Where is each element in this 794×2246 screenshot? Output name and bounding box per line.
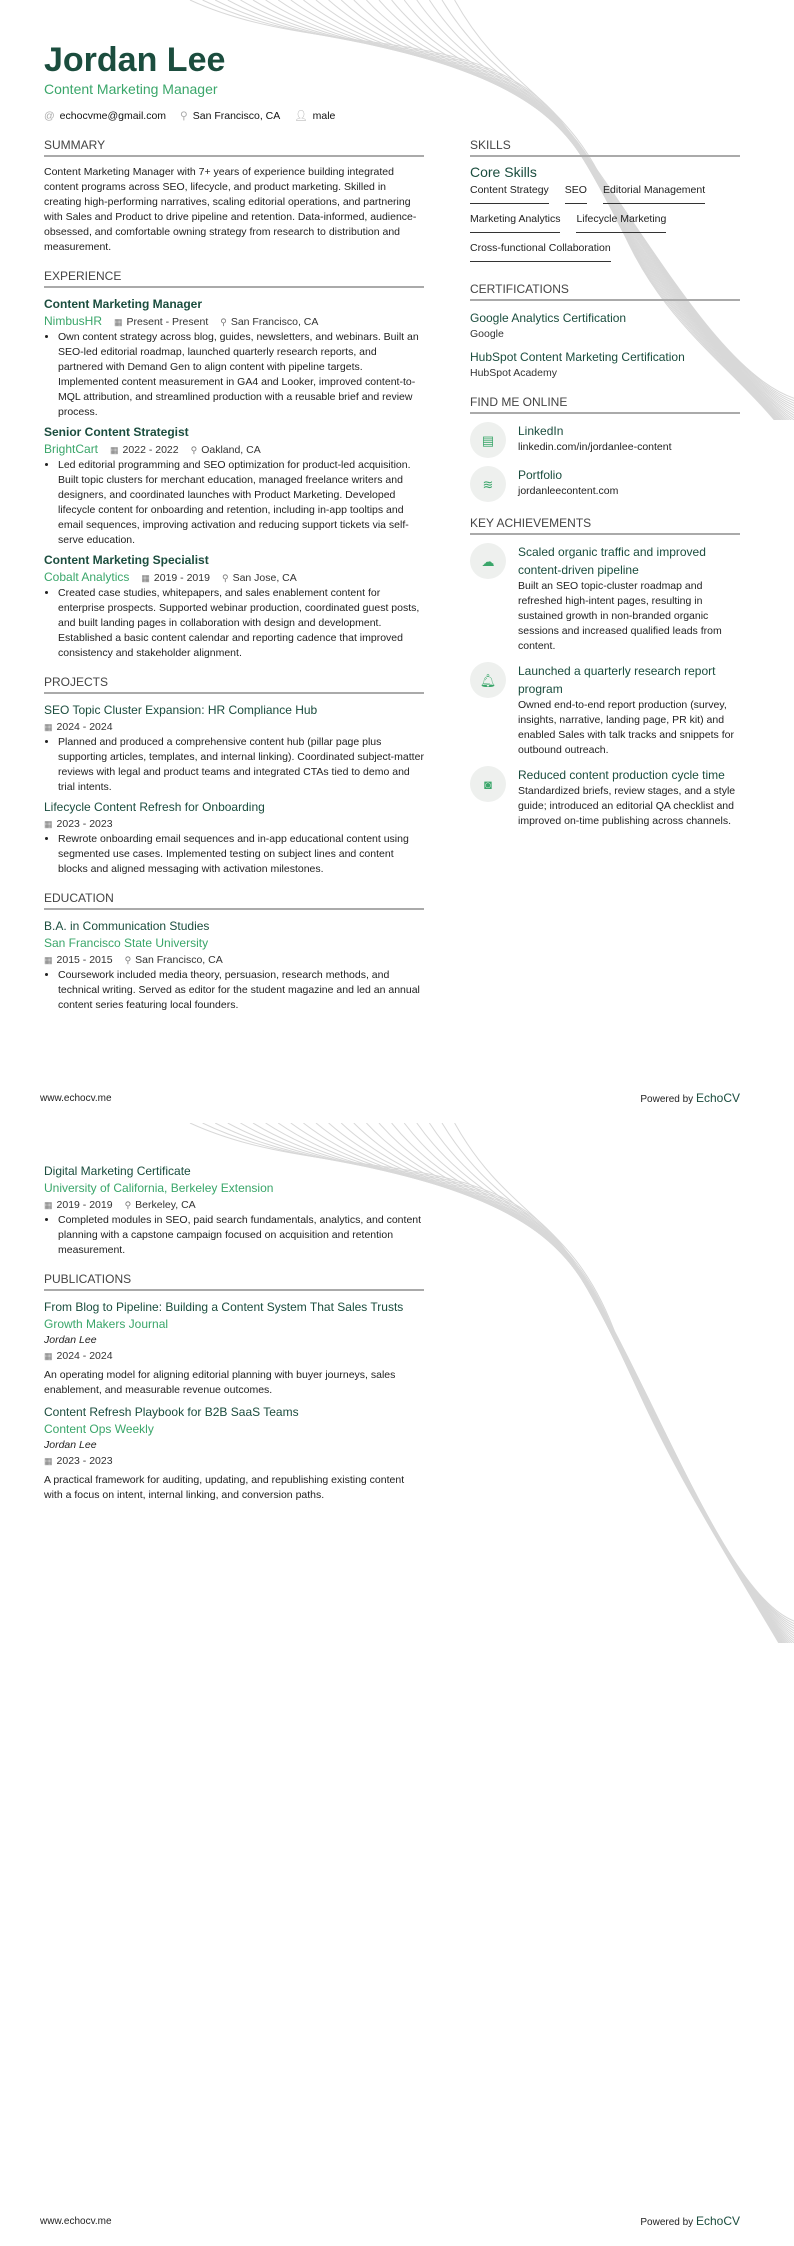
- experience-item: [44, 552, 424, 661]
- dates: 2019 - 2019: [56, 1199, 113, 1211]
- job-title: Content Marketing Specialist: [44, 553, 209, 567]
- skill-chip: SEO: [565, 183, 587, 204]
- cloud-icon: ☁: [470, 543, 506, 579]
- project-title: SEO Topic Cluster Expansion: HR Compliance Hub: [44, 703, 318, 717]
- job-location: San Jose, CA: [232, 571, 297, 584]
- job-bullet: • Led editorial programming and SEO optimization for product-led acquisition. Built topic clusters for merchant education, managed freelance writers and designers, and coordinated launches with Product Marketing. Developed lifecycle content for onboarding and retention, including in-app tooltips and email sequences, improving activation and reducing support tickets via self-serve education.: [58, 458, 424, 548]
- document-icon: ▤: [470, 422, 506, 458]
- publication-item: [44, 1404, 424, 1503]
- achievement-title: Scaled organic traffic and improved content-driven pipeline: [518, 545, 706, 577]
- location-icon: ⚲: [180, 110, 188, 122]
- education-item: [44, 1163, 424, 1258]
- candidate-name: Jordan Lee: [44, 41, 226, 79]
- job-location: San Francisco, CA: [230, 315, 319, 328]
- skill-chip: Lifecycle Marketing: [576, 212, 666, 233]
- link-url[interactable]: linkedin.com/in/jordanlee-content: [518, 441, 672, 453]
- dates: 2024 - 2024: [56, 1350, 113, 1362]
- experience-item: [44, 424, 424, 548]
- achievement-title: Launched a quarterly research report program: [518, 664, 716, 696]
- link-url[interactable]: jordanleecontent.com: [518, 485, 619, 497]
- certification-issuer: HubSpot Academy: [470, 367, 557, 379]
- calendar-icon: ▦: [114, 316, 123, 327]
- location: San Francisco, CA: [192, 110, 281, 122]
- dates: 2023 - 2023: [56, 818, 113, 830]
- school-location: San Francisco, CA: [135, 954, 223, 966]
- company: NimbusHR: [44, 314, 103, 328]
- job-title: Content Marketing Manager: [44, 297, 203, 311]
- job-location: Oakland, CA: [201, 443, 261, 456]
- achievement-title: Reduced content production cycle time: [518, 768, 725, 782]
- calendar-icon: ▦: [44, 1351, 53, 1361]
- publication-title: From Blog to Pipeline: Building a Content System That Sales Trusts: [44, 1300, 404, 1314]
- dates: Present - Present: [126, 315, 209, 328]
- company: Cobalt Analytics: [44, 570, 130, 584]
- projects-heading: PROJECTS: [44, 675, 424, 694]
- achievement-item: [470, 662, 740, 758]
- publisher: Content Ops Weekly: [44, 1422, 154, 1436]
- publisher: Growth Makers Journal: [44, 1317, 169, 1331]
- summary-heading: SUMMARY: [44, 138, 424, 157]
- job-title: Senior Content Strategist: [44, 425, 189, 439]
- calendar-icon: ▦: [110, 444, 119, 455]
- database-icon: ≋: [470, 466, 506, 502]
- link-label: LinkedIn: [518, 424, 564, 438]
- location-icon: ⚲: [220, 316, 227, 327]
- school: University of California, Berkeley Extension: [44, 1181, 274, 1195]
- brand-name: EchoCV: [695, 2214, 740, 2228]
- email[interactable]: echocvme@gmail.com: [59, 110, 167, 122]
- dates: 2022 - 2022: [122, 443, 179, 456]
- location-icon: ⚲: [124, 955, 132, 965]
- calendar-icon: ▦: [44, 955, 53, 965]
- footer-site-link[interactable]: www.echocv.me: [40, 2216, 112, 2227]
- online-link-linkedin[interactable]: [470, 422, 740, 458]
- publication-item: [44, 1299, 424, 1398]
- author: Jordan Lee: [44, 1334, 97, 1346]
- powered-by-label: Powered by: [640, 1094, 694, 1105]
- degree: Digital Marketing Certificate: [44, 1164, 191, 1178]
- project-title: Lifecycle Content Refresh for Onboarding: [44, 800, 265, 814]
- certification-issuer: Google: [470, 328, 504, 340]
- education-bullet: • Completed modules in SEO, paid search fundamentals, analytics, and content planning with a capstone campaign focused on acquisition and retention measurement.: [58, 1213, 424, 1258]
- dates: 2023 - 2023: [56, 1455, 113, 1467]
- calendar-icon: ▦: [44, 1456, 53, 1466]
- bell-icon: 🔔︎: [470, 662, 506, 698]
- dates: 2024 - 2024: [56, 721, 113, 733]
- education-item: [44, 918, 424, 1013]
- location-icon: ⚲: [221, 572, 229, 583]
- dates: 2019 - 2019: [153, 571, 210, 584]
- job-bullet: • Own content strategy across blog, guides, newsletters, and webinars. Built an SEO-led editorial roadmap, launched quarterly research reports, and partnered with Demand Gen to align content with pipeline targets. Implemented content measurement in GA4 and Looker, improved content-to-MQL attribution, and streamlined production with a reusable brief and review process.: [58, 330, 424, 420]
- achievement-desc: Standardized briefs, review stages, and a style guide; introduced an editorial QA checklist and improved on-time publishing across channels.: [518, 785, 736, 827]
- achievement-desc: Owned end-to-end report production (survey, insights, narrative, landing page, PR kit) and enabled Sales with talk tracks and snippets for outbound outreach.: [518, 699, 734, 756]
- location-icon: ⚲: [190, 444, 198, 455]
- skill-chip: Content Strategy: [470, 183, 549, 204]
- resume-page-2: [0, 1123, 794, 2246]
- achievement-item: [470, 766, 740, 829]
- school-location: Berkeley, CA: [135, 1199, 196, 1211]
- dates: 2015 - 2015: [56, 954, 113, 966]
- project-bullet: • Planned and produced a comprehensive content hub (pillar page plus supporting articles, templates, and internal linking). Coordinated subject-matter reviews with legal and product teams and integrated CTAs tied to demo and trial intents.: [58, 735, 424, 795]
- candidate-title: Content Marketing Manager: [44, 81, 218, 97]
- summary-text: Content Marketing Manager with 7+ years of experience building integrated content programs across SEO, lifecycle, and product marketing. Skilled in creating high-performing narratives, scaling editorial operations, and partnering with Sales and Product to drive pipeline and retention. Data-informed, audience-obsessed, and comfortable owning strategy from research to distribution and measurement.: [44, 166, 417, 253]
- skill-chip: Cross-functional Collaboration: [470, 241, 611, 262]
- publications-heading: PUBLICATIONS: [44, 1272, 424, 1291]
- project-item: [44, 702, 424, 795]
- company: BrightCart: [44, 442, 99, 456]
- publication-title: Content Refresh Playbook for B2B SaaS Teams: [44, 1405, 299, 1419]
- education-heading: EDUCATION: [44, 891, 424, 910]
- school: San Francisco State University: [44, 936, 209, 950]
- project-item: [44, 799, 424, 877]
- calendar-icon: ▦: [44, 722, 53, 732]
- certification-name: HubSpot Content Marketing Certification: [470, 350, 685, 364]
- education-bullet: • Coursework included media theory, persuasion, research methods, and technical writing. Served as editor for the student magazine and led an annual content series featuring local founders.: [58, 968, 424, 1013]
- online-heading: FIND ME ONLINE: [470, 395, 740, 414]
- skills-group-title: Core Skills: [470, 164, 537, 180]
- skill-chip: Editorial Management: [603, 183, 705, 204]
- achievements-heading: KEY ACHIEVEMENTS: [470, 516, 740, 535]
- experience-item: [44, 296, 424, 420]
- contact-row: [44, 109, 740, 124]
- camera-icon: ◙: [470, 766, 506, 802]
- location-icon: ⚲: [124, 1200, 132, 1210]
- skill-chip: Marketing Analytics: [470, 212, 560, 233]
- certification-name: Google Analytics Certification: [470, 311, 627, 325]
- job-bullet: • Created case studies, whitepapers, and sales enablement content for enterprise prospects. Supported webinar production, coordinated guest posts, and built landing pages in collaboration with design and development. Established a basic content calendar and reporting cadence that improved consistency and stakeholder alignment.: [58, 586, 424, 661]
- skills-heading: SKILLS: [470, 138, 740, 157]
- calendar-icon: ▦: [44, 819, 53, 829]
- calendar-icon: ▦: [141, 572, 150, 583]
- gender: male: [312, 110, 336, 122]
- publication-desc: A practical framework for auditing, updating, and republishing existing content with a focus on intent, internal linking, and conversion paths.: [44, 1474, 405, 1501]
- page-footer: [40, 2214, 740, 2230]
- calendar-icon: ▦: [44, 1200, 53, 1210]
- powered-by-label: Powered by: [640, 2217, 694, 2228]
- email-icon: @: [44, 110, 55, 122]
- experience-heading: EXPERIENCE: [44, 269, 424, 288]
- author: Jordan Lee: [44, 1439, 97, 1451]
- achievement-item: [470, 543, 740, 654]
- footer-site-link[interactable]: www.echocv.me: [40, 1093, 112, 1104]
- certifications-heading: CERTIFICATIONS: [470, 282, 740, 301]
- page-footer: [40, 1091, 740, 1107]
- person-icon: 👤︎: [294, 110, 308, 122]
- link-label: Portfolio: [518, 468, 563, 482]
- degree: B.A. in Communication Studies: [44, 919, 210, 933]
- online-link-portfolio[interactable]: [470, 466, 740, 502]
- project-bullet: • Rewrote onboarding email sequences and in-app educational content using segmented use cases. Implemented testing on subject lines and content blocks and aligned messaging with activation milestones.: [58, 832, 424, 877]
- brand-name: EchoCV: [695, 1091, 740, 1105]
- publication-desc: An operating model for aligning editorial planning with buyer journeys, sales enablement, and measurable revenue outcomes.: [44, 1369, 396, 1396]
- achievement-desc: Built an SEO topic-cluster roadmap and refreshed high-intent pages, resulting in sustained growth in non-branded organic sessions and increased qualified leads from content.: [518, 580, 722, 652]
